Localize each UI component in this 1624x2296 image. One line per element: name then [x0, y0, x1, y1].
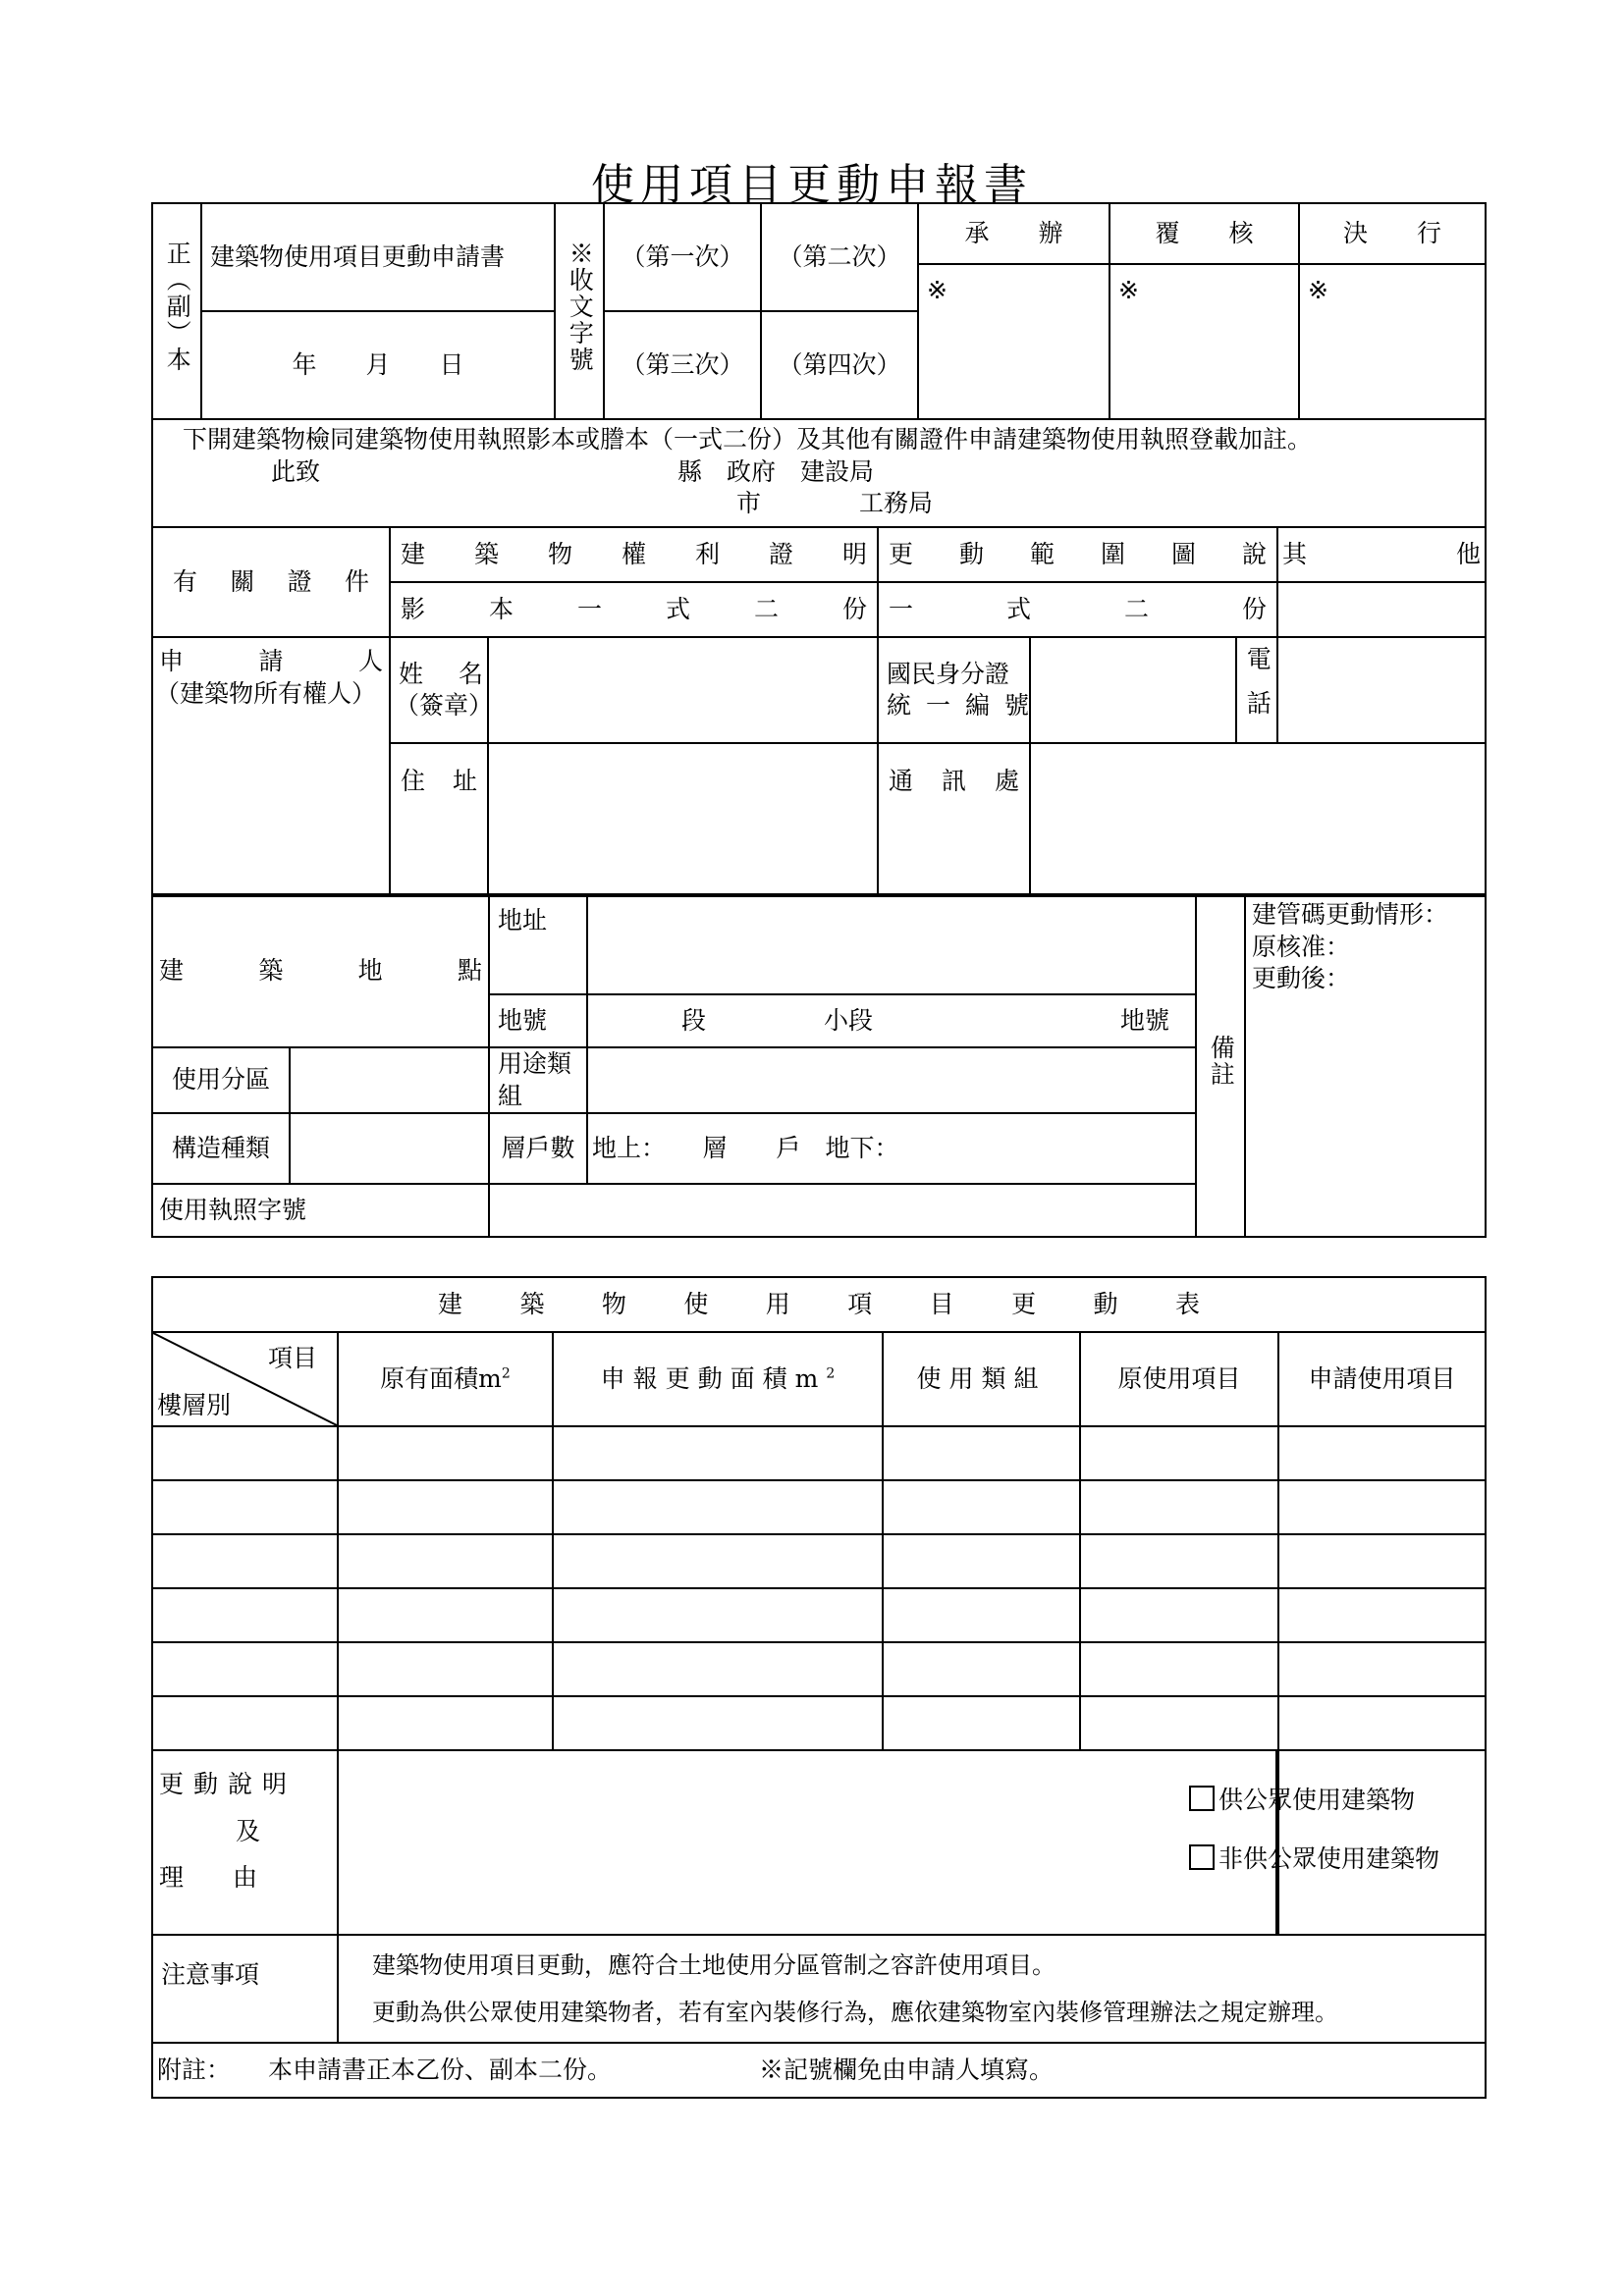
- phone-field[interactable]: [1277, 637, 1486, 743]
- lot-field[interactable]: [587, 994, 1196, 1047]
- phone-label: 電話: [1235, 638, 1276, 742]
- lot-end-label: 地號: [1119, 1005, 1169, 1035]
- docs-change-drawings[interactable]: 更 動 範 圍 圖 說: [878, 527, 1277, 582]
- note-2: 更動為供公眾使用建築物者，若有室內裝修行為，應依建築物室內裝修管理辦法之規定辦理。: [372, 1999, 1338, 2026]
- note-1: 建築物使用項目更動，應符合土地使用分區管制之容許使用項目。: [372, 1951, 1056, 1979]
- footer-copies: 本申請書正本乙份、副本二份。: [268, 2055, 613, 2084]
- corner-item: 項目: [267, 1344, 317, 1372]
- footer-note: [152, 2043, 1486, 2098]
- floors-field[interactable]: [587, 1113, 1196, 1184]
- site-label: 建 築 地 點: [152, 894, 489, 1047]
- receipt-no-label: ※收文字號: [555, 203, 604, 419]
- notes-cell: [338, 1935, 1486, 2043]
- address-field[interactable]: [488, 743, 878, 896]
- first-receipt: （第一次）: [604, 203, 761, 311]
- option-public[interactable]: 供公眾使用建築物: [1189, 1771, 1392, 1830]
- checkbox-icon[interactable]: [1189, 1844, 1215, 1870]
- section-label: 段: [681, 1005, 707, 1035]
- change-table-title: 建 築 物 使 用 項 目 更 動 表: [152, 1277, 1486, 1332]
- handle-field[interactable]: ※: [918, 264, 1110, 419]
- remark-after: 更動後：: [1252, 964, 1351, 992]
- intro-county: 縣 政府 建設局: [677, 456, 875, 486]
- remarks-cell: [1245, 894, 1486, 1237]
- structure-label: 構造種類: [152, 1113, 290, 1184]
- header-table: [151, 202, 1487, 528]
- address-label: 住 址: [390, 743, 488, 896]
- intro-cell: [152, 419, 1486, 527]
- fourth-receipt: （第四次）: [761, 311, 918, 419]
- docs-copies-2: 一 式 二 份: [878, 582, 1277, 637]
- site-address-label: 地址: [489, 894, 587, 994]
- zone-field[interactable]: [290, 1047, 489, 1113]
- contact-label: 通 訊 處: [878, 743, 1030, 896]
- table-row: [152, 1588, 1486, 1642]
- id-label: 國民身分證 統 一 編 號: [878, 637, 1030, 743]
- table-row: [152, 1534, 1486, 1588]
- col-orig-area: 原有面積$m^2$: [338, 1332, 553, 1426]
- remarks-label: 備註: [1196, 894, 1245, 1237]
- col-new-use: 申請使用項目: [1278, 1332, 1486, 1426]
- date-field[interactable]: 年 月 日: [201, 311, 555, 419]
- building-type-options: [1218, 1750, 1486, 1935]
- table-row: [152, 1426, 1486, 1480]
- floors-label: 層戶數: [489, 1113, 587, 1184]
- third-receipt: （第三次）: [604, 311, 761, 419]
- explain-label: 更動說明 及 理 由: [152, 1750, 338, 1935]
- site-table: [151, 893, 1487, 1238]
- copy-type-cell: 正（副）本: [152, 203, 201, 419]
- col-use-group: 使用類組: [883, 1332, 1080, 1426]
- table-row: [152, 1696, 1486, 1750]
- permit-label: 使用執照字號: [152, 1184, 489, 1237]
- zone-label: 使用分區: [152, 1047, 290, 1113]
- notes-label: 注意事項: [152, 1935, 338, 2043]
- check-header: 覆 核: [1110, 203, 1299, 264]
- checkbox-icon[interactable]: [1189, 1786, 1215, 1811]
- table-row: [152, 1480, 1486, 1534]
- intro-salutation: 此致: [271, 456, 321, 486]
- corner-floor: 樓層別: [157, 1390, 232, 1419]
- check-field[interactable]: ※: [1110, 264, 1299, 419]
- docs-copies-1: 影 本 一 式 二 份: [390, 582, 878, 637]
- change-table: [151, 1276, 1487, 2099]
- footer-mark-note: ※記號欄免由申請人填寫。: [759, 2055, 1055, 2084]
- applicant-label: 申 請 人 （建築物所有權人）: [152, 637, 390, 896]
- site-address-field[interactable]: [587, 894, 1196, 994]
- remark-code-change: 建管碼更動情形：: [1252, 900, 1449, 929]
- structure-field[interactable]: [290, 1113, 489, 1184]
- floors-value: 地上： 層 戶 地下：: [592, 1133, 899, 1162]
- docs-ownership-proof[interactable]: 建 築 物 權 利 證 明: [390, 527, 878, 582]
- docs-other[interactable]: 其 他: [1277, 527, 1486, 582]
- applicant-table: [151, 526, 1487, 897]
- subsection-label: 小段: [824, 1005, 874, 1035]
- name-label: 姓 名 （簽章）: [390, 637, 488, 743]
- form-title: 使用項目更動申報書: [591, 160, 1033, 210]
- handle-header: 承 辦: [918, 203, 1110, 264]
- use-group-field[interactable]: [587, 1047, 1196, 1113]
- explain-field[interactable]: [338, 1750, 1278, 1935]
- col-change-area: 申報更動面積$m^2$: [553, 1332, 883, 1426]
- permit-field[interactable]: [489, 1184, 1196, 1237]
- contact-field[interactable]: [1030, 743, 1486, 896]
- option-non-public[interactable]: 非供公眾使用建築物: [1189, 1830, 1392, 1889]
- table-row: [152, 1642, 1486, 1696]
- name-field[interactable]: [488, 637, 878, 743]
- lot-label: 地號: [489, 994, 587, 1047]
- intro-city: 市 工務局: [736, 489, 934, 517]
- remark-original: 原核准：: [1252, 932, 1351, 961]
- decide-field[interactable]: ※: [1299, 264, 1486, 419]
- docs-label: 有 關 證 件: [152, 527, 390, 637]
- use-group-label: 用途類組: [489, 1047, 587, 1113]
- id-field[interactable]: [1030, 637, 1277, 743]
- decide-header: 決 行: [1299, 203, 1486, 264]
- corner-header: [152, 1332, 338, 1426]
- intro-line1: 下開建築物檢同建築物使用執照影本或謄本（一式二份）及其他有關證件申請建築物使用執照登載加註。: [183, 425, 1313, 454]
- col-orig-use: 原使用項目: [1080, 1332, 1278, 1426]
- second-receipt: （第二次）: [761, 203, 918, 311]
- application-name: 建築物使用項目更動申請書: [201, 203, 555, 311]
- docs-other-blank[interactable]: [1277, 582, 1486, 637]
- footer-label: 附註：: [157, 2055, 232, 2084]
